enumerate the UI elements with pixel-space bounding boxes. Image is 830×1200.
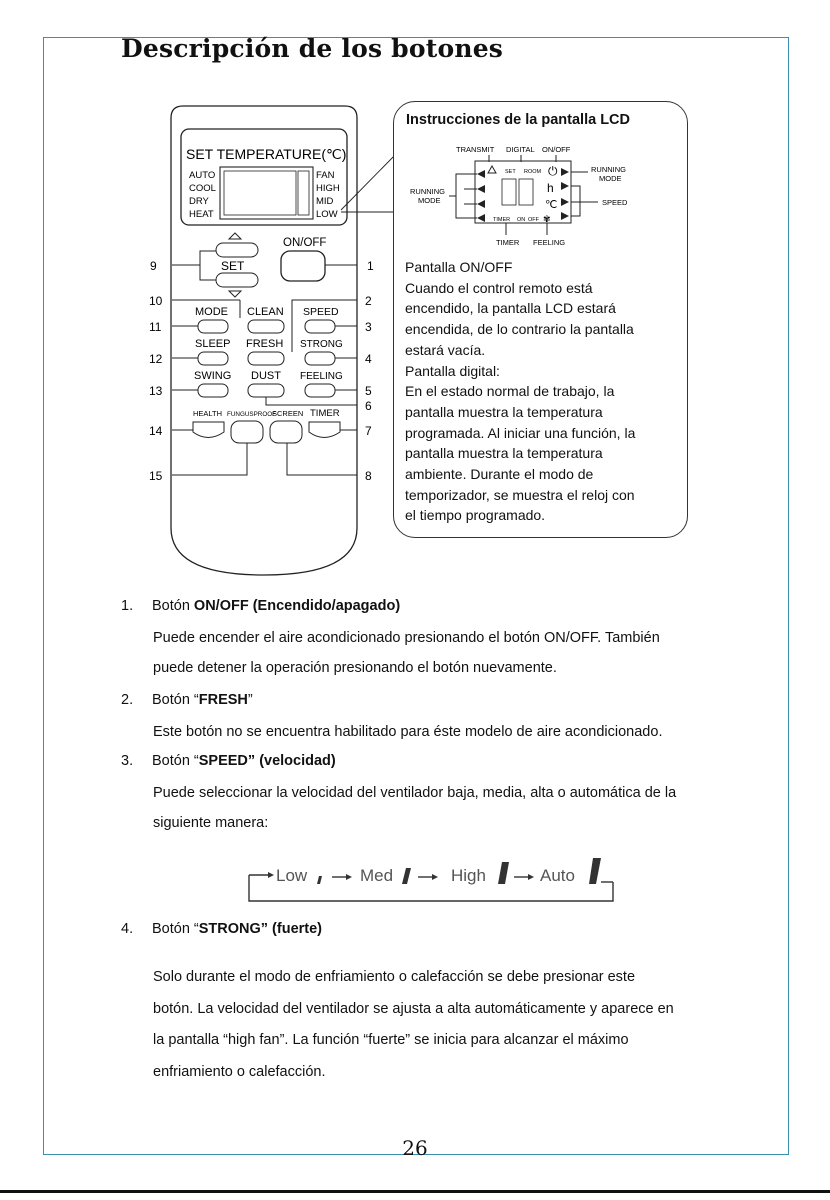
lcd-text-line: el tiempo programado. (405, 507, 546, 524)
speed-med-label: Med (360, 866, 394, 885)
fan-label: FAN (316, 170, 335, 181)
right-arrow-icon (561, 198, 569, 206)
lcd-text-line: Pantalla digital: (405, 362, 500, 379)
set-down-arrow-icon (229, 291, 241, 297)
screen-button-label: SCREEN (272, 409, 304, 418)
health-button (193, 422, 224, 438)
bottom-rule (0, 1190, 830, 1193)
fan-level-3-icon (498, 862, 509, 884)
diag-running-mode-right-2: MODE (599, 174, 622, 183)
item-number: 4. (121, 921, 134, 937)
diag-digital-label: DIGITAL (506, 145, 535, 154)
diag-transmit-label: TRANSMIT (456, 145, 495, 154)
health-button-label: HEALTH (193, 409, 223, 418)
onoff-button (281, 251, 325, 281)
item-4-line-2: botón. La velocidad del ventilador se ajusta a alta automáticamente y aparece en (153, 1001, 674, 1017)
lcd-text-line: estará vacía. (405, 341, 486, 358)
lcd-panel-title: Instrucciones de la pantalla LCD (406, 112, 630, 128)
set-label: SET (221, 259, 245, 273)
set-down-button (216, 273, 258, 287)
feeling-button (305, 384, 335, 397)
callout-15: 15 (149, 469, 163, 483)
lcd-diagram (394, 102, 689, 252)
right-arrow-icon (561, 212, 569, 220)
diag-timer-label: TIMER (496, 238, 520, 247)
item-4-line-4: enfriamiento o calefacción. (153, 1064, 326, 1080)
item-3-line-2: siguiente manera: (153, 815, 269, 831)
left-arrow-icon (477, 214, 485, 222)
fungusproof-button (231, 421, 263, 443)
high-label: HIGH (316, 183, 340, 194)
fresh-button-label: FRESH (246, 338, 284, 350)
item-4-line-3: la pantalla “high fan”. La función “fuerte” se inicia para alcanzar el máximo (153, 1032, 629, 1048)
swing-button (198, 384, 228, 397)
screen-button (270, 421, 302, 443)
remote-lcd-header: SET TEMPERATURE(℃) (186, 146, 347, 162)
set-up-arrow-icon (229, 233, 241, 239)
callout-7: 7 (365, 424, 372, 438)
timer-button-label: TIMER (310, 408, 340, 419)
lcd-text-line: programada. Al iniciar una función, la (405, 424, 636, 441)
diag-off-small: OFF (528, 217, 539, 223)
diag-timer-small: TIMER (493, 217, 511, 223)
lcd-text-line: Pantalla ON/OFF (405, 259, 513, 275)
item-4-line-1: Solo durante el modo de enfriamiento o calefacción se debe presionar este (153, 969, 636, 985)
lcd-text-line: encendida, de lo contrario la pantalla (405, 321, 634, 338)
speed-cycle-diagram (0, 850, 830, 910)
lcd-text-line: ambiente. Durante el modo de (405, 466, 594, 483)
fan-auto-icon (589, 858, 601, 884)
item-1-line-2: puede detener la operación presionando el botón nuevamente. (153, 660, 557, 676)
degree-icon: ℃ (545, 199, 558, 211)
right-arrow-icon (561, 168, 569, 176)
set-up-button (216, 243, 258, 257)
mode-cool-label: COOL (189, 183, 216, 194)
item-2-line-1: Este botón no se encuentra habilitado para éste modelo de aire acondicionado. (153, 724, 663, 740)
diag-on-small: ON (517, 217, 526, 223)
mode-auto-label: AUTO (189, 170, 216, 181)
right-arrow-icon (561, 182, 569, 190)
timer-button (309, 422, 340, 438)
transmit-icon (488, 166, 496, 173)
fan-icon: ✾ (543, 214, 551, 224)
callout-11: 11 (149, 320, 162, 334)
callout-8: 8 (365, 469, 372, 483)
left-arrow-icon (477, 200, 485, 208)
item-3-line-1: Puede seleccionar la velocidad del ventilador baja, media, alta o automática de la (153, 785, 677, 801)
lcd-description (405, 257, 685, 526)
lcd-text-line: En el estado normal de trabajo, la (405, 383, 615, 400)
item-number: 3. (121, 753, 134, 769)
fan-level-1-icon (317, 876, 322, 884)
mid-label: MID (316, 196, 334, 207)
callout-14: 14 (149, 424, 163, 438)
callout-3: 3 (365, 320, 372, 334)
callout-4: 4 (365, 352, 372, 366)
dust-button-label: DUST (251, 370, 281, 382)
speed-button-label: SPEED (303, 306, 339, 318)
lcd-text-line: Cuando el control remoto está (405, 279, 593, 296)
fan-level-2-icon (402, 868, 411, 884)
speed-low-label: Low (276, 866, 308, 885)
page-title: Descripción de los botones (121, 34, 504, 63)
feeling-button-label: FEELING (300, 371, 343, 382)
callout-6: 6 (365, 399, 372, 413)
mode-dry-label: DRY (189, 196, 209, 207)
callout-5: 5 (365, 384, 372, 398)
diag-running-mode-left-1: RUNNING (410, 187, 445, 196)
diag-running-mode-left-2: MODE (418, 196, 441, 205)
speed-high-label: High (451, 866, 486, 885)
low-label: LOW (316, 209, 338, 220)
onoff-label: ON/OFF (283, 237, 327, 249)
fungusproof-button-label: FUNGUSPROOF (227, 411, 276, 418)
power-icon: ⏻ (548, 164, 558, 178)
callout-13: 13 (149, 384, 163, 398)
strong-button-label: STRONG (300, 339, 343, 350)
left-arrow-icon (477, 185, 485, 193)
clock-h-icon: h (547, 181, 554, 195)
diag-onoff-label: ON/OFF (542, 145, 571, 154)
lcd-text-line: pantalla muestra la temperatura (405, 403, 603, 420)
mode-button (198, 320, 228, 333)
diag-feeling-label: FEELING (533, 238, 566, 247)
clean-button-label: CLEAN (247, 306, 284, 318)
speed-auto-label: Auto (540, 866, 575, 885)
lcd-text-line: encendido, la pantalla LCD estará (405, 300, 616, 317)
item-1-line-1: Puede encender el aire acondicionado presionando el botón ON/OFF. También (153, 630, 660, 646)
diag-speed-label: SPEED (602, 198, 628, 207)
callout-2: 2 (365, 294, 372, 308)
lcd-instructions-panel (393, 101, 688, 538)
lcd-text-line: temporizador, se muestra el reloj con (405, 486, 635, 503)
fresh-button (248, 352, 284, 365)
strong-button (305, 352, 335, 365)
diag-running-mode-right-1: RUNNING (591, 165, 626, 174)
item-number: 2. (121, 692, 134, 708)
dust-button (248, 384, 284, 397)
sleep-button (198, 352, 228, 365)
callout-12: 12 (149, 352, 163, 366)
clean-button (248, 320, 284, 333)
left-arrow-icon (477, 170, 485, 178)
mode-button-label: MODE (195, 306, 228, 318)
sleep-button-label: SLEEP (195, 338, 231, 350)
swing-button-label: SWING (194, 370, 232, 382)
callout-1: 1 (367, 259, 374, 273)
speed-button (305, 320, 335, 333)
item-number: 1. (121, 598, 134, 614)
diag-set-small: SET (505, 169, 516, 175)
callout-10: 10 (149, 294, 163, 308)
diag-room-small: ROOM (524, 169, 542, 175)
mode-heat-label: HEAT (189, 209, 214, 220)
page-number: 26 (402, 1136, 428, 1160)
lcd-text-line: pantalla muestra la temperatura (405, 445, 603, 462)
callout-9: 9 (150, 259, 157, 273)
